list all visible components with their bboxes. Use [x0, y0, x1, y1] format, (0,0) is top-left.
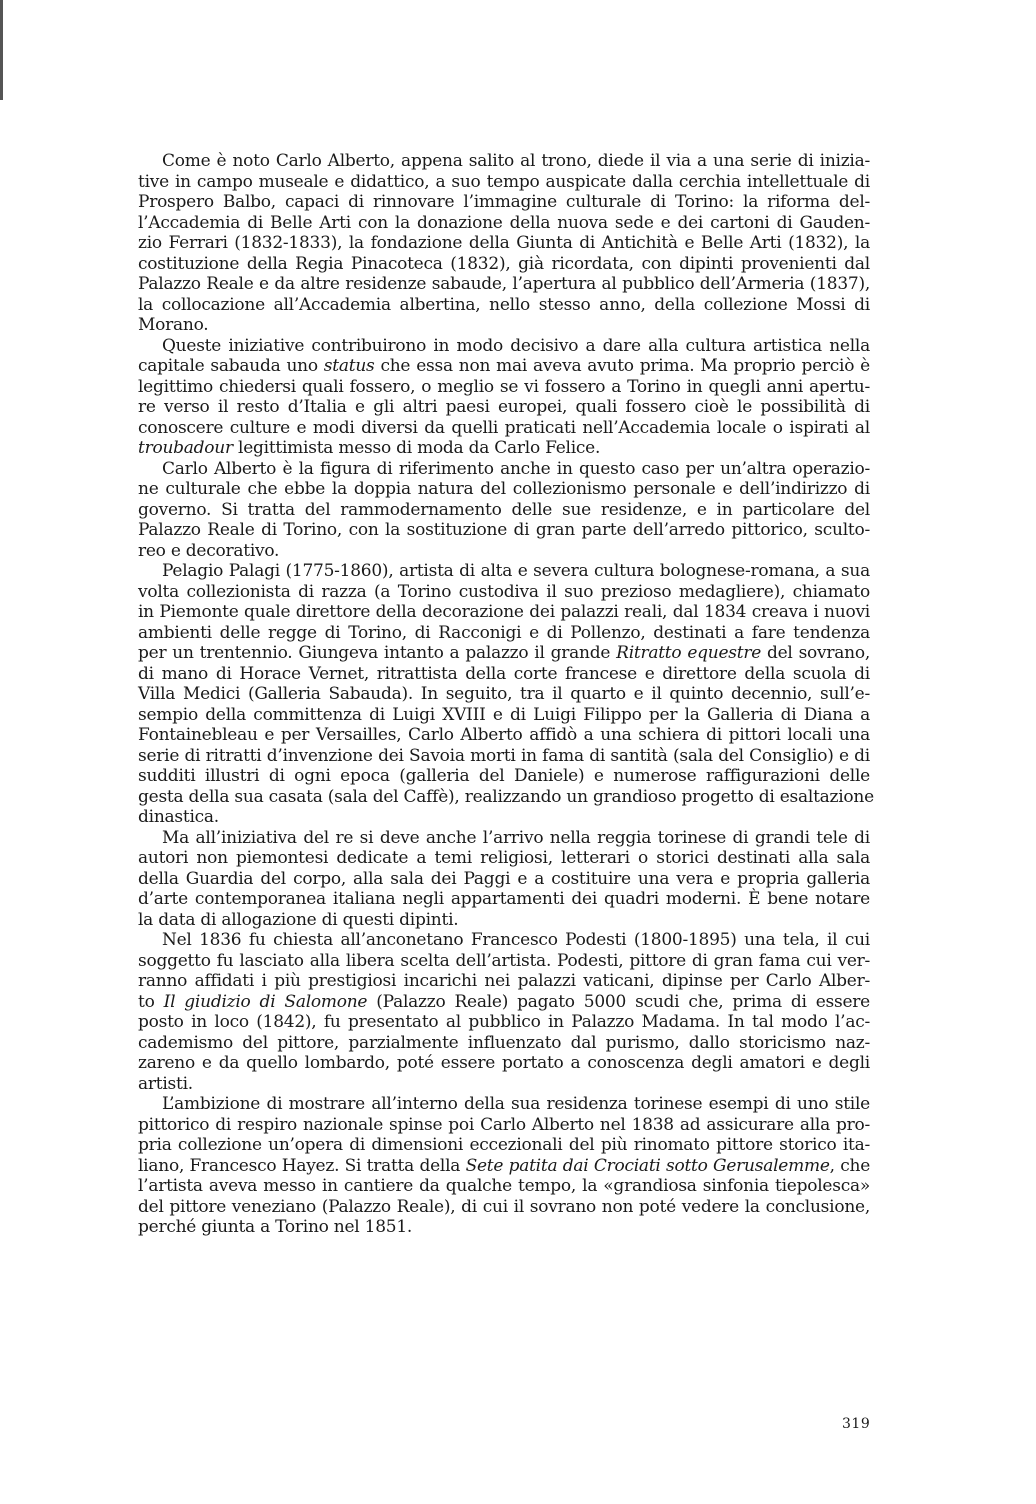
text-line — [138, 356, 870, 377]
text-line — [138, 479, 870, 500]
text-line — [138, 1176, 870, 1197]
text-segment: governo. Si tratta del rammodernamento delle sue residenze, e in particolare del — [138, 499, 870, 520]
text-line — [138, 664, 870, 685]
text-line — [138, 1074, 870, 1095]
text-segment: Villa Medici (Galleria Sabauda). In seguito, tra il quarto e il quinto decennio, sull’e- — [138, 684, 870, 704]
text-line — [138, 705, 870, 726]
text-line — [138, 418, 870, 439]
text-line — [138, 848, 870, 869]
text-line — [138, 1197, 870, 1218]
text-segment: l’Accademia di Belle Arti con la donazione della nuova sede e dei cartoni di Gauden- — [138, 212, 870, 233]
text-segment: posto in loco (1842), fu presentato al pubblico in Palazzo Madama. In tal modo l’ac- — [138, 1012, 870, 1032]
italic-title: status — [323, 356, 375, 376]
text-line — [138, 725, 870, 746]
text-segment: la data di allogazione di questi dipinti. — [138, 909, 459, 930]
text-segment: volta collezionista di razza (a Torino custodiva il suo prezioso medagliere), chiamato — [138, 581, 870, 602]
text-line — [138, 254, 870, 275]
text-line — [138, 766, 870, 787]
text-line — [138, 684, 870, 705]
text-line — [138, 438, 870, 459]
scan-margin-line — [0, 0, 3, 100]
text-segment: Fontainebleau e per Versailles, Carlo Alberto affidò a una schiera di pittori locali una — [138, 725, 870, 745]
text-segment: reo e decorativo. — [138, 540, 280, 561]
text-line — [138, 786, 874, 808]
text-segment: soggetto fu lasciato alla libera scelta dell’artista. Podesti, pittore di gran fama cui ver- — [138, 950, 870, 971]
text-segment: la collocazione all’Accademia albertina, nello stesso anno, della collezione Mossi di — [138, 294, 870, 315]
text-line — [138, 869, 870, 890]
text-segment: per un trentennio. Giungeva intanto a palazzo il grande — [138, 643, 617, 663]
text-line — [138, 1033, 870, 1054]
text-line — [138, 1217, 870, 1238]
text-line — [138, 1115, 870, 1136]
text-line — [138, 233, 870, 254]
text-line — [138, 315, 870, 336]
text-line — [138, 889, 870, 910]
text-segment: della Guardia del corpo, alla sala dei Paggi e a costituire una vera e propria galleria — [138, 868, 870, 889]
text-segment: Come è noto Carlo Alberto, appena salito al trono, diede il via a una serie di inizia- — [162, 151, 870, 171]
text-segment: del sovrano, — [761, 643, 870, 663]
text-line — [138, 992, 870, 1013]
text-segment: autori non piemontesi dedicate a temi religiosi, letterari o storici destinati alla sala — [138, 848, 870, 868]
text-line — [138, 1012, 870, 1033]
italic-title: Il giudizio di Salomone — [163, 991, 368, 1012]
text-segment: costituzione della Regia Pinacoteca (1832), già ricordata, con dipinti provenienti dal — [138, 253, 870, 274]
page-number: 319 — [842, 1416, 871, 1432]
text-line — [138, 151, 870, 172]
text-line — [138, 213, 870, 234]
text-line — [138, 172, 870, 193]
text-segment: ranno affidati i più prestigiosi incarichi nei palazzi vaticani, dipinse per Carlo Alber- — [138, 971, 870, 991]
text-line — [138, 377, 870, 398]
text-segment: pria collezione un’opera di dimensioni eccezionali del più rinomato pittore storico ita- — [138, 1135, 870, 1155]
text-segment: artisti. — [138, 1073, 193, 1094]
text-line — [138, 520, 870, 541]
text-line — [138, 1135, 870, 1156]
text-segment: re verso il resto d’Italia e gli altri paesi europei, quali fossero cioè le possibilità di — [138, 397, 870, 417]
text-segment: Palazzo Reale e da altre residenze sabaude, l’apertura al pubblico dell’Armeria (1837), — [138, 274, 870, 294]
text-line — [138, 582, 870, 603]
text-segment: Morano. — [138, 315, 209, 335]
text-line — [138, 500, 870, 521]
paragraph — [138, 151, 870, 336]
body-text — [138, 151, 874, 1238]
text-segment: perché giunta a Torino nel 1851. — [138, 1217, 413, 1237]
text-line — [138, 192, 870, 213]
italic-title: Sete patita dai Crociati sotto Gerusalemme — [465, 1155, 830, 1176]
text-line — [138, 561, 870, 582]
text-segment: cademismo del pittore, parzialmente influenzato dal purismo, dallo storicismo naz- — [138, 1032, 870, 1053]
text-segment: gesta della sua casata (sala del Caffè), realizzando un grandioso progetto di esaltazione — [138, 786, 874, 807]
paragraph — [138, 459, 870, 562]
text-line — [138, 295, 870, 316]
text-segment: L’ambizione di mostrare all’interno della sua residenza torinese esempi di uno stile — [162, 1094, 870, 1114]
text-line — [138, 459, 870, 480]
text-segment: to — [138, 991, 164, 1012]
text-line — [138, 930, 870, 951]
text-segment: serie di ritratti d’invenzione dei Savoia morti in fama di santità (sala del Consiglio) e di — [138, 745, 870, 766]
text-segment: di mano di Horace Vernet, ritrattista della corte francese e direttore della scuola di — [138, 663, 870, 684]
text-line — [138, 541, 870, 562]
text-segment: conoscere culture e modi diversi da quelli praticati nell’Accademia locale o ispirati al — [138, 417, 870, 438]
text-segment: ne culturale che ebbe la doppia natura del collezionismo personale e dell’indirizzo di — [138, 479, 870, 499]
text-segment: l’artista aveva messo in cantiere da qualche tempo, la «grandiosa sinfonia tiepolesca» — [138, 1176, 870, 1196]
text-segment: Nel 1836 fu chiesta all’anconetano Francesco Podesti (1800-1895) una tela, il cui — [162, 930, 870, 950]
text-segment: del pittore veneziano (Palazzo Reale), di cui il sovrano non poté vedere la conclusione, — [138, 1196, 870, 1217]
text-segment: tive in campo museale e didattico, a suo tempo auspicate dalla cerchia intellettuale di — [138, 171, 870, 192]
text-segment: , che — [829, 1155, 871, 1176]
text-segment: Carlo Alberto è la figura di riferimento anche in questo caso per un’altra operazio- — [162, 458, 870, 479]
text-segment: zareno e da quello lombardo, poté essere portato a conoscenza degli amatori e degli — [138, 1053, 870, 1073]
text-segment: capitale sabauda uno — [138, 356, 324, 376]
text-segment: che essa non mai aveva avuto prima. Ma proprio perciò è — [374, 356, 870, 376]
paragraph — [138, 336, 870, 459]
text-line — [138, 623, 870, 644]
text-line — [138, 397, 870, 418]
italic-title: Ritratto equestre — [616, 643, 762, 663]
text-segment: pittorico di respiro nazionale spinse poi Carlo Alberto nel 1838 ad assicurare alla pro- — [138, 1114, 870, 1135]
text-line — [138, 1094, 870, 1115]
text-segment: Prospero Balbo, capaci di rinnovare l’immagine culturale di Torino: la riforma del- — [138, 192, 870, 212]
text-segment: legittimista messo di moda da Carlo Felice. — [232, 438, 601, 458]
text-line — [138, 828, 870, 849]
text-line — [138, 951, 870, 972]
paragraph — [138, 1094, 870, 1238]
text-line — [138, 971, 870, 992]
text-segment: ambienti delle regge di Torino, di Racconigi e di Pollenzo, destinati a fare tendenza — [138, 622, 870, 643]
text-segment: sudditi illustri di ogni epoca (galleria del Daniele) e numerose raffigurazioni delle — [138, 766, 870, 786]
text-line — [138, 746, 870, 767]
text-segment: zio Ferrari (1832-1833), la fondazione della Giunta di Antichità e Belle Arti (1832), la — [138, 233, 870, 253]
text-segment: Palazzo Reale di Torino, con la sostituzione di gran parte dell’arredo pittorico, sculto- — [138, 520, 870, 540]
text-line — [138, 602, 870, 623]
text-segment: liano, Francesco Hayez. Si tratta della — [138, 1155, 466, 1176]
text-segment: in Piemonte quale direttore della decorazione dei palazzi reali, dal 1834 creava i nuovi — [138, 602, 870, 622]
paragraph — [138, 828, 870, 931]
text-line — [138, 274, 870, 295]
text-line — [138, 1156, 870, 1177]
text-segment: legittimo chiedersi quali fossero, o meglio se vi fossero a Torino in quegli anni apertu- — [138, 376, 870, 397]
text-segment: Queste iniziative contribuirono in modo decisivo a dare alla cultura artistica nella — [162, 335, 870, 356]
text-line — [138, 910, 870, 931]
paragraph — [138, 930, 870, 1094]
text-line — [138, 807, 870, 828]
text-line — [138, 1053, 870, 1074]
text-segment: sempio della committenza di Luigi XVIII e di Luigi Filippo per la Galleria di Diana a — [138, 704, 870, 725]
text-segment: Ma all’iniziativa del re si deve anche l’arrivo nella reggia torinese di grandi tele di — [162, 827, 870, 848]
paragraph — [138, 561, 874, 828]
text-segment: Pelagio Palagi (1775-1860), artista di alta e severa cultura bolognese-romana, a sua — [162, 561, 870, 581]
text-segment: (Palazzo Reale) pagato 5000 scudi che, prima di essere — [367, 991, 870, 1012]
text-segment: d’arte contemporanea italiana negli appartamenti dei quadri moderni. È bene notare — [138, 889, 870, 909]
text-segment: dinastica. — [138, 807, 219, 827]
text-line — [138, 643, 870, 664]
italic-title: troubadour — [138, 438, 233, 458]
text-line — [138, 336, 870, 357]
